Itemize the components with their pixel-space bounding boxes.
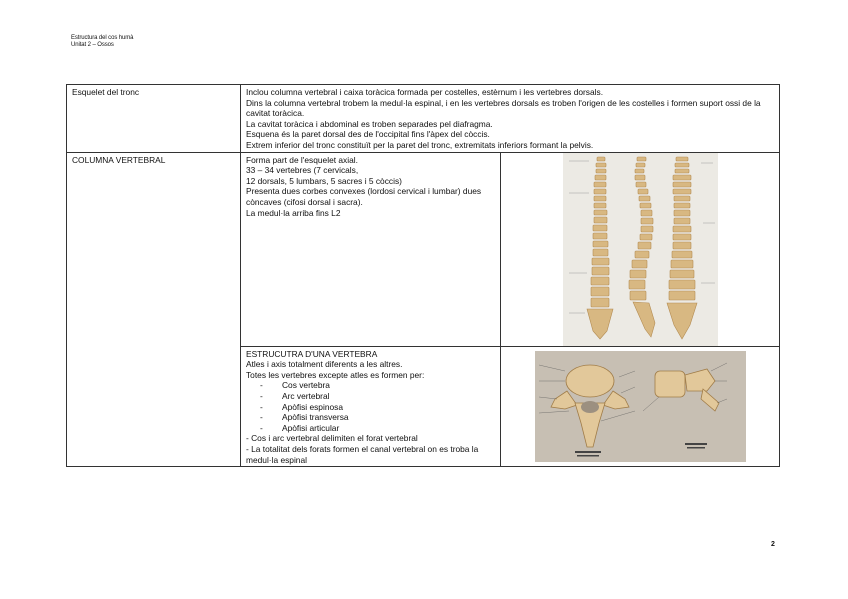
- spine-image-cell: [501, 152, 780, 346]
- esquelet-tronc-description: [241, 85, 780, 153]
- paragraph: 12 dorsals, 5 lumbars, 5 sacres i 5 còccis): [246, 175, 402, 186]
- header-unit-title: Unitat 2 – Ossos: [71, 42, 114, 48]
- paragraph: Presenta dues corbes convexes (lordosi cervical i lumbar) dues còncaves (cifosi dorsal i sacra).: [246, 186, 482, 207]
- page-header: [71, 35, 133, 49]
- paragraph: Totes les vertebres excepte atles es formen per:: [246, 369, 425, 380]
- list-item: [246, 423, 495, 434]
- paragraph: - La totalitat dels forats formen el canal vertebral on es troba la medul·la espinal: [246, 443, 479, 465]
- list-item: [246, 380, 495, 391]
- paragraph: Inclou columna vertebral i caixa toràcica formada per costelles, estèrnum i les vertebres dorsals.: [246, 87, 604, 97]
- paragraph: La medul·la arriba fins L2: [246, 207, 341, 218]
- columna-vertebral-description: [241, 152, 501, 346]
- list-item-text: Apòfisi transversa: [282, 412, 349, 423]
- row-label-esquelet-tronc: Esquelet del tronc: [67, 85, 241, 153]
- spine-illustration: [563, 153, 718, 346]
- page-number: 2: [771, 541, 775, 548]
- row-label-columna-vertebral: COLUMNA VERTEBRAL: [67, 152, 241, 467]
- paragraph: Dins la columna vertebral trobem la medul·la espinal, i en les vertebres dorsals es troben l'origen de les costelles i formen suport ossi de la cavitat toràcica.: [246, 97, 761, 119]
- paragraph: - Cos i arc vertebral delimiten el forat vertebral: [246, 433, 418, 444]
- estructura-vertebra-description: [241, 346, 501, 467]
- list-marker: -: [260, 412, 263, 423]
- list-item: [246, 402, 495, 413]
- list-marker: -: [260, 401, 263, 412]
- list-marker: -: [260, 390, 263, 401]
- paragraph: 33 – 34 vertebres (7 cervicals,: [246, 165, 359, 176]
- paragraph: Extrem inferior del tronc constituït per la paret del tronc, extremitats inferiors formant la pelvis.: [246, 139, 594, 150]
- table-row-columna-vertebral: [67, 152, 780, 346]
- header-course-title: Estructura del cos humà: [71, 35, 134, 41]
- content-table: [66, 84, 780, 467]
- list-item-text: Apòfisi articular: [282, 422, 340, 433]
- list-item-text: Arc vertebral: [282, 390, 330, 401]
- list-marker: -: [260, 380, 263, 391]
- list-item-text: Cos vertebra: [282, 380, 330, 391]
- list-marker: -: [260, 422, 263, 433]
- paragraph: Forma part de l'esquelet axial.: [246, 154, 358, 165]
- list-item: [246, 412, 495, 423]
- vertebra-illustration: [535, 351, 746, 462]
- table-row-esquelet-tronc: [67, 85, 780, 153]
- section-title: ESTRUCUTRA D'UNA VERTEBRA: [246, 348, 378, 359]
- paragraph: Esquena és la paret dorsal des de l'occipital fins l'àpex del còccis.: [246, 129, 490, 140]
- list-item: [246, 391, 495, 402]
- paragraph: Atles i axis totalment diferents a les altres.: [246, 359, 403, 370]
- paragraph: La cavitat toràcica i abdominal es troben separades pel diafragma.: [246, 118, 493, 129]
- list-item-text: Apòfisi espinosa: [282, 401, 343, 412]
- vertebra-image-cell: [501, 346, 780, 467]
